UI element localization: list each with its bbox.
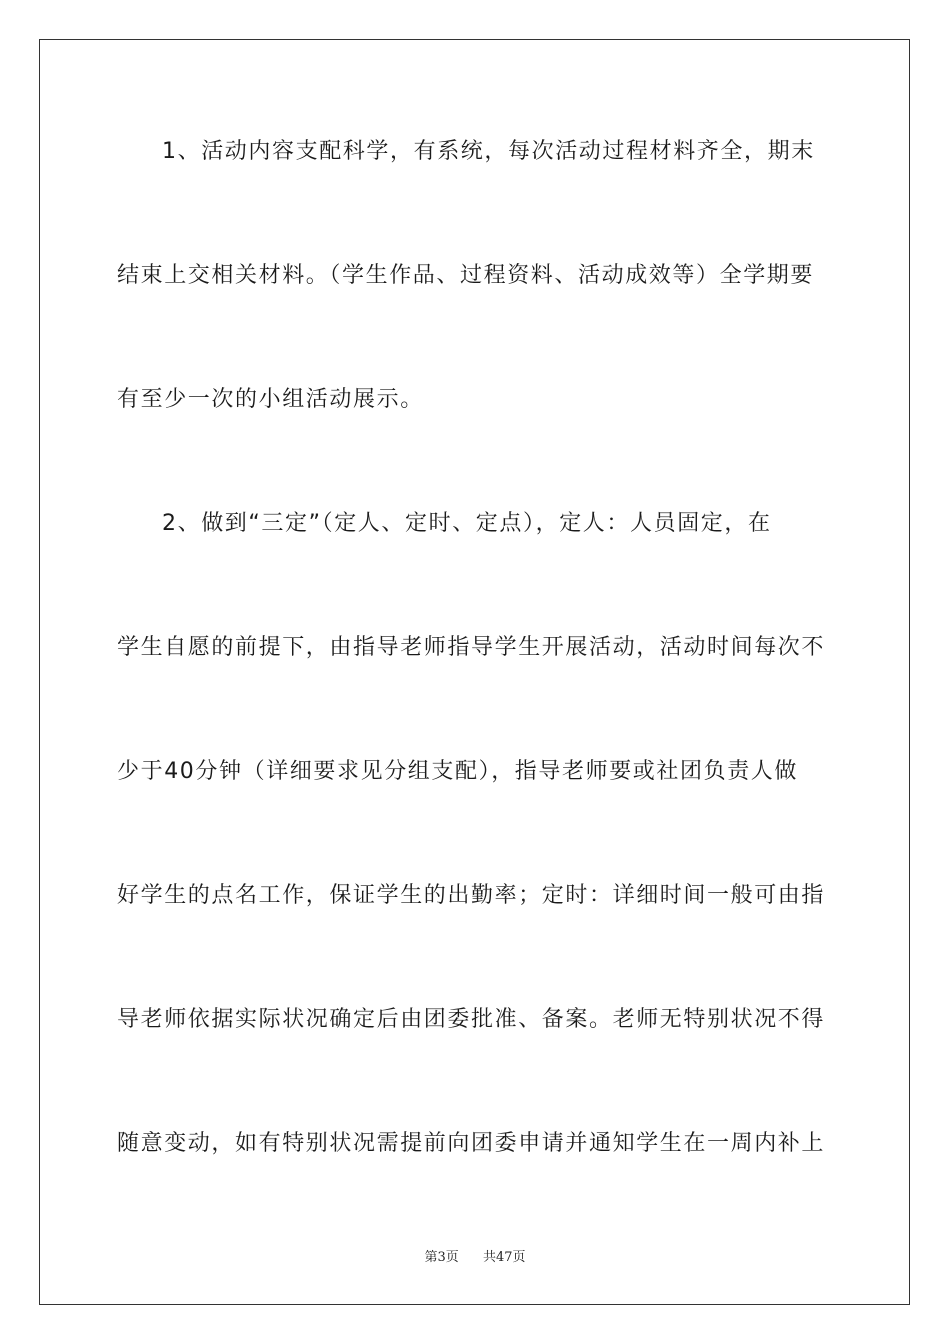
paragraph-2-line-5: 导老师依据实际状况确定后由团委批准、备案。老师无特别状况不得 (117, 1007, 826, 1032)
paragraph-2-line-1: 2、做到“三定”（定人、定时、定点），定人：人员固定，在 (162, 511, 772, 536)
page-total: 共47页 (483, 1250, 526, 1265)
paragraph-1-line-1: 1、活动内容支配科学，有系统，每次活动过程材料齐全，期末 (162, 139, 815, 164)
paragraph-2-line-4: 好学生的点名工作，保证学生的出勤率；定时：详细时间一般可由指 (117, 883, 826, 908)
paragraph-2-line-6: 随意变动，如有特别状况需提前向团委申请并通知学生在一周内补上 (117, 1131, 826, 1156)
paragraph-2-line-2: 学生自愿的前提下，由指导老师指导学生开展活动，活动时间每次不 (117, 635, 826, 660)
page-border (39, 39, 910, 1305)
paragraph-1-line-3: 有至少一次的小组活动展示。 (117, 387, 424, 412)
paragraph-1-line-2: 结束上交相关材料。（学生作品、过程资料、活动成效等）全学期要 (117, 263, 815, 288)
page-number: 第3页 (424, 1250, 459, 1265)
paragraph-2-line-3: 少于40分钟（详细要求见分组支配），指导老师要或社团负责人做 (117, 759, 798, 784)
page-footer (0, 1246, 950, 1265)
